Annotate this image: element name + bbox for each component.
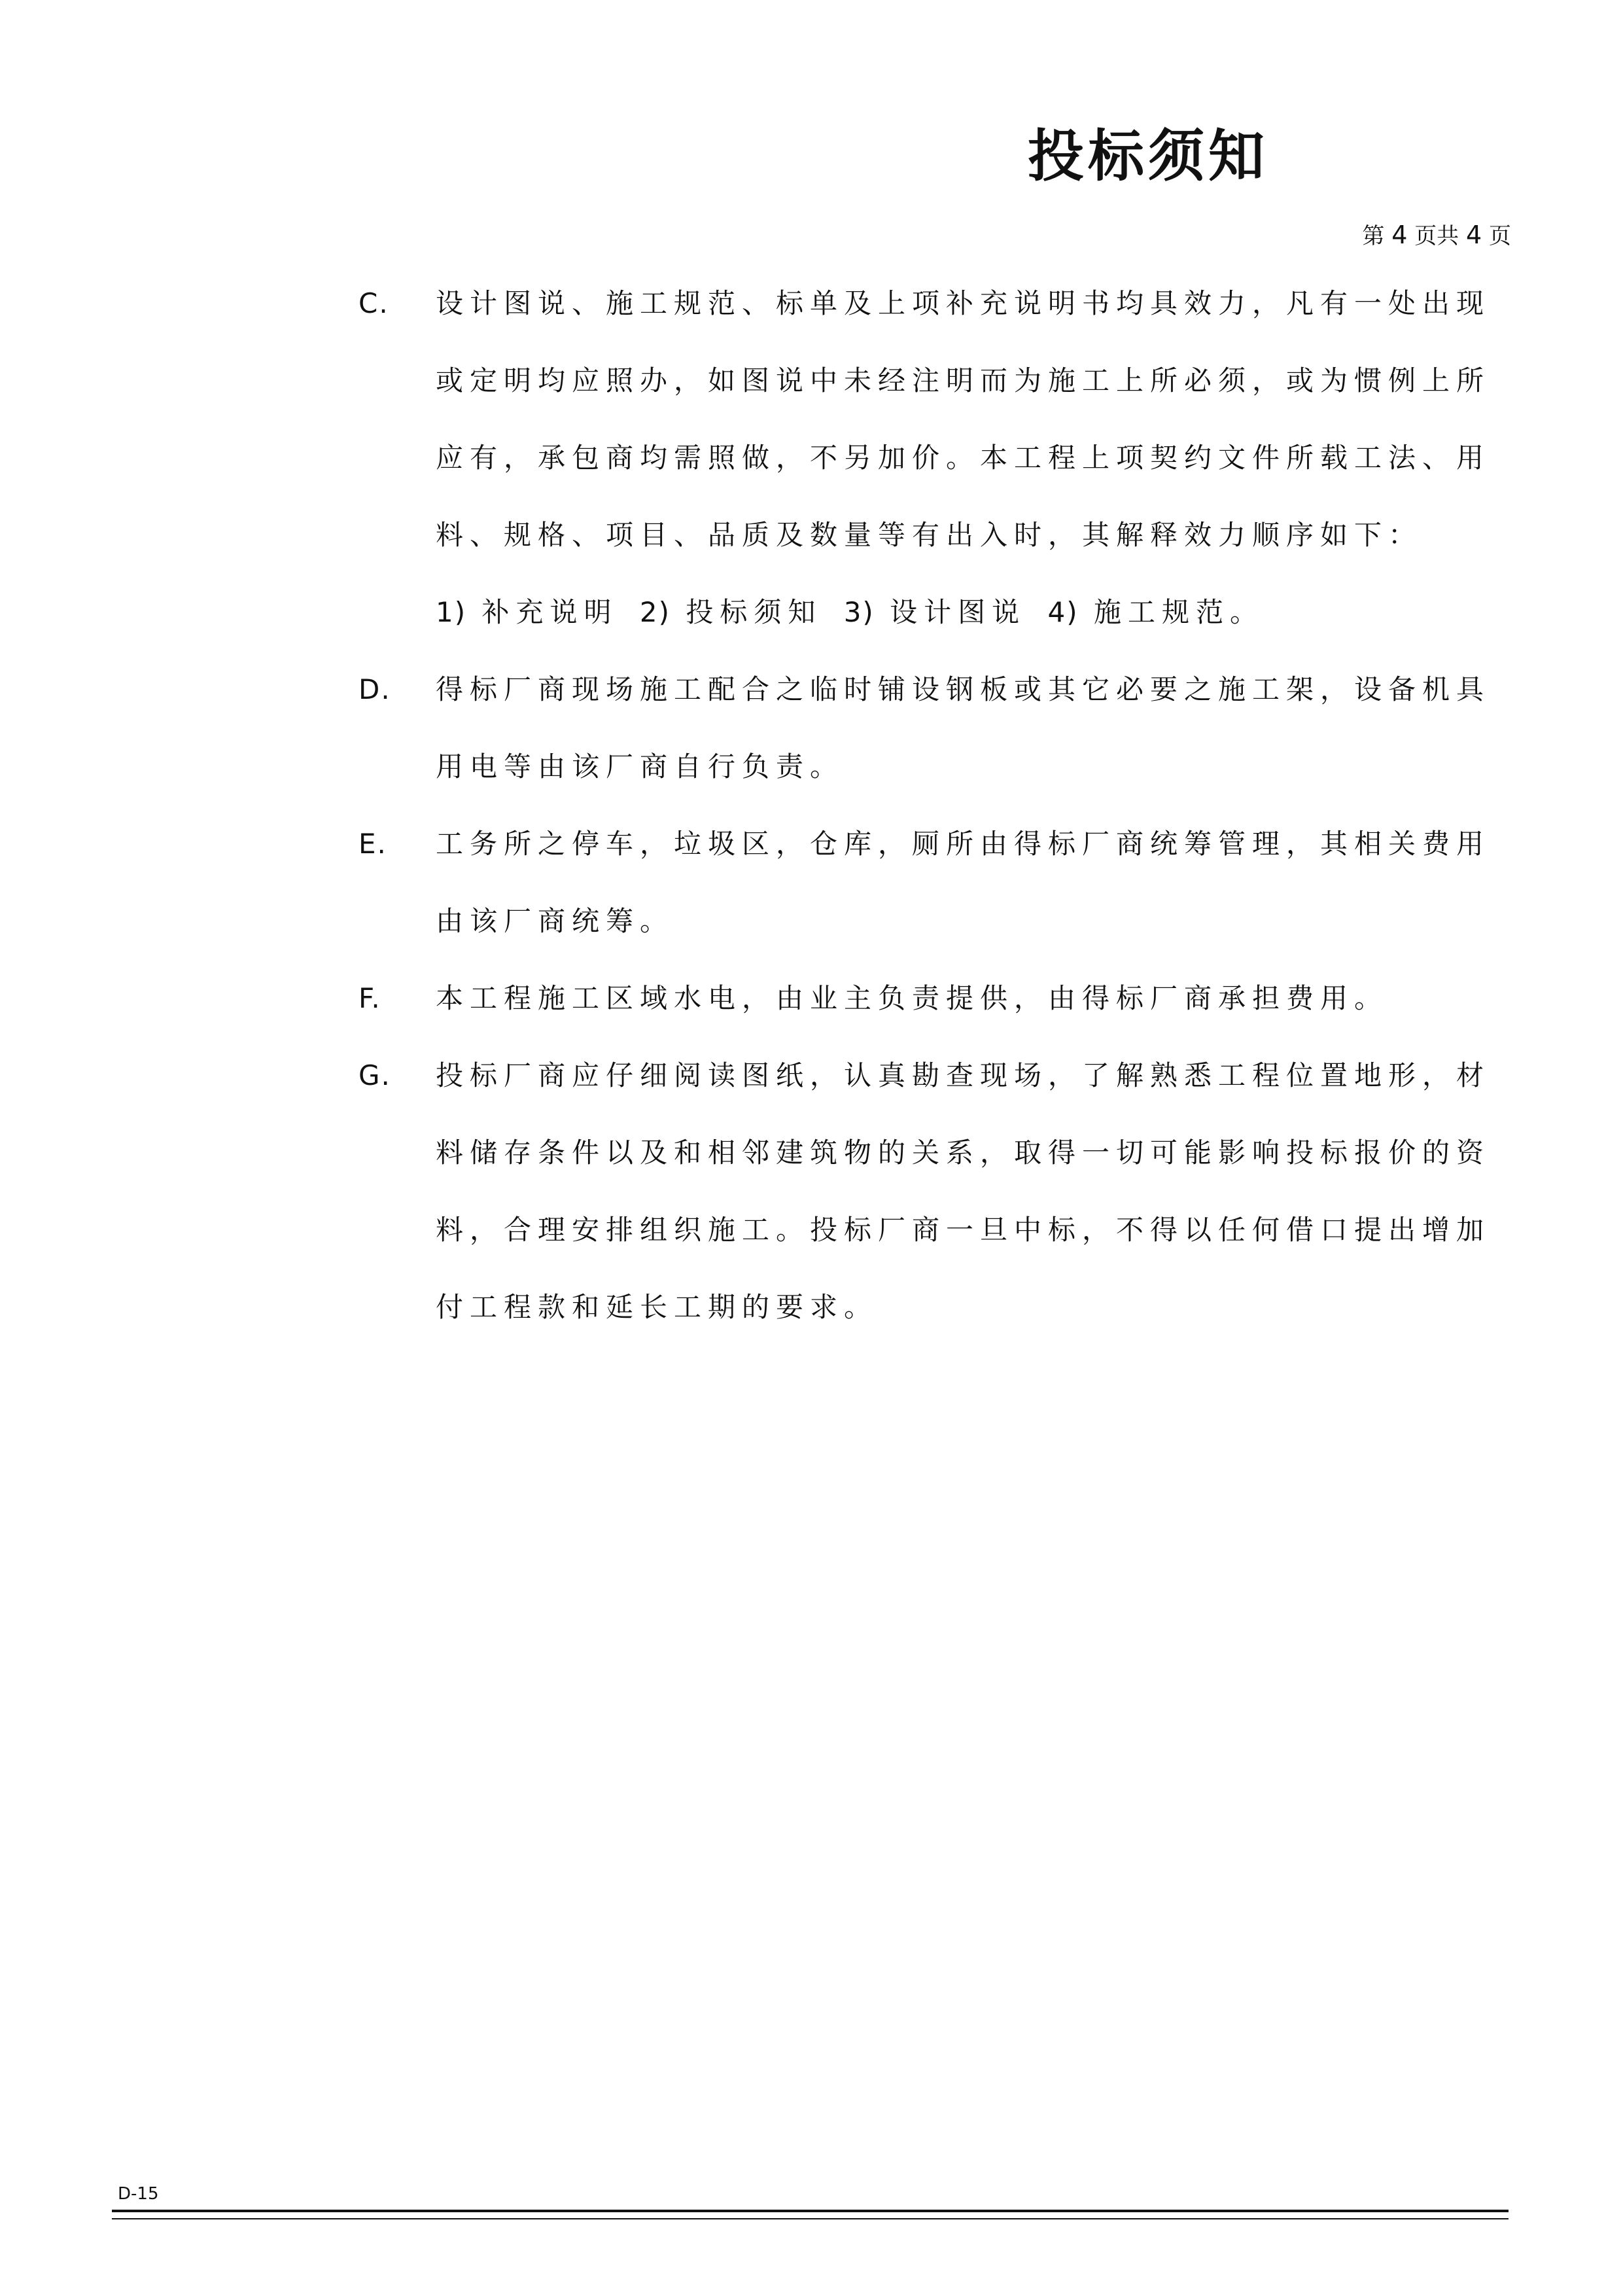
clause-d [358,651,1491,805]
precedence-text: 投标须知 [686,596,822,628]
precedence-order-line [436,574,1471,651]
precedence-number: 3) [843,596,875,628]
precedence-number: 2) [639,596,671,628]
clause-line: 料，合理安排组织施工。投标厂商一旦中标，不得以任何借口提出增加 [436,1214,1491,1246]
page-number-middle: 页共 [1414,223,1459,249]
precedence-item-3 [844,596,1026,628]
precedence-item-4 [1048,596,1264,628]
clause-letter: F. [358,982,381,1014]
document-code: D-15 [118,2184,159,2204]
clause-g [358,1037,1491,1346]
precedence-text: 设计图说 [890,596,1026,628]
clause-f [358,960,1471,1037]
page-number-current: 4 [1391,221,1408,249]
clause-line: 用电等由该厂商自行负责。 [436,751,845,783]
precedence-item-1 [436,596,618,628]
clause-list [358,265,1491,1346]
clause-line: 由该厂商统筹。 [436,905,674,937]
precedence-item-2 [640,596,822,628]
clause-line: 本工程施工区域水电，由业主负责提供，由得标厂商承担费用。 [436,982,1389,1014]
precedence-number: 1) [436,596,467,628]
clause-letter: C. [358,287,389,319]
clause-letter: G. [358,1059,391,1091]
page-number-total: 4 [1466,221,1482,249]
clause-e [358,805,1491,960]
clause-line: 或定明均应照办，如图说中未经注明而为施工上所必须，或为惯例上所 [436,364,1491,397]
page-number-suffix: 页 [1489,223,1511,249]
page-number-prefix: 第 [1362,223,1385,249]
document-title: 投标须知 [1028,124,1268,189]
clause-line: 付工程款和延长工期的要求。 [436,1291,879,1323]
footer-rule-thin [112,2218,1509,2219]
page-number [1362,222,1511,247]
precedence-number: 4) [1047,596,1079,628]
clause-line: 应有，承包商均需照做，不另加价。本工程上项契约文件所载工法、用 [436,442,1491,474]
clause-line: 工务所之停车，垃圾区，仓库，厕所由得标厂商统筹管理，其相关费用 [436,828,1491,860]
clause-line: 料、规格、项目、品质及数量等有出入时，其解释效力顺序如下： [436,519,1423,551]
clause-line: 料储存条件以及和相邻建筑物的关系，取得一切可能影响投标报价的资 [436,1137,1491,1169]
clause-letter: E. [358,828,387,860]
precedence-text: 施工规范。 [1094,596,1265,628]
clause-line: 设计图说、施工规范、标单及上项补充说明书均具效力，凡有一处出现 [436,287,1491,319]
clause-line: 得标厂商现场施工配合之临时铺设钢板或其它必要之施工架，设备机具 [436,673,1491,705]
clause-letter: D. [358,673,391,705]
precedence-text: 补充说明 [481,596,618,628]
clause-line: 投标厂商应仔细阅读图纸，认真勘查现场，了解熟悉工程位置地形，材 [436,1059,1491,1091]
clause-c [358,265,1491,651]
footer-rule-thick [112,2210,1509,2212]
